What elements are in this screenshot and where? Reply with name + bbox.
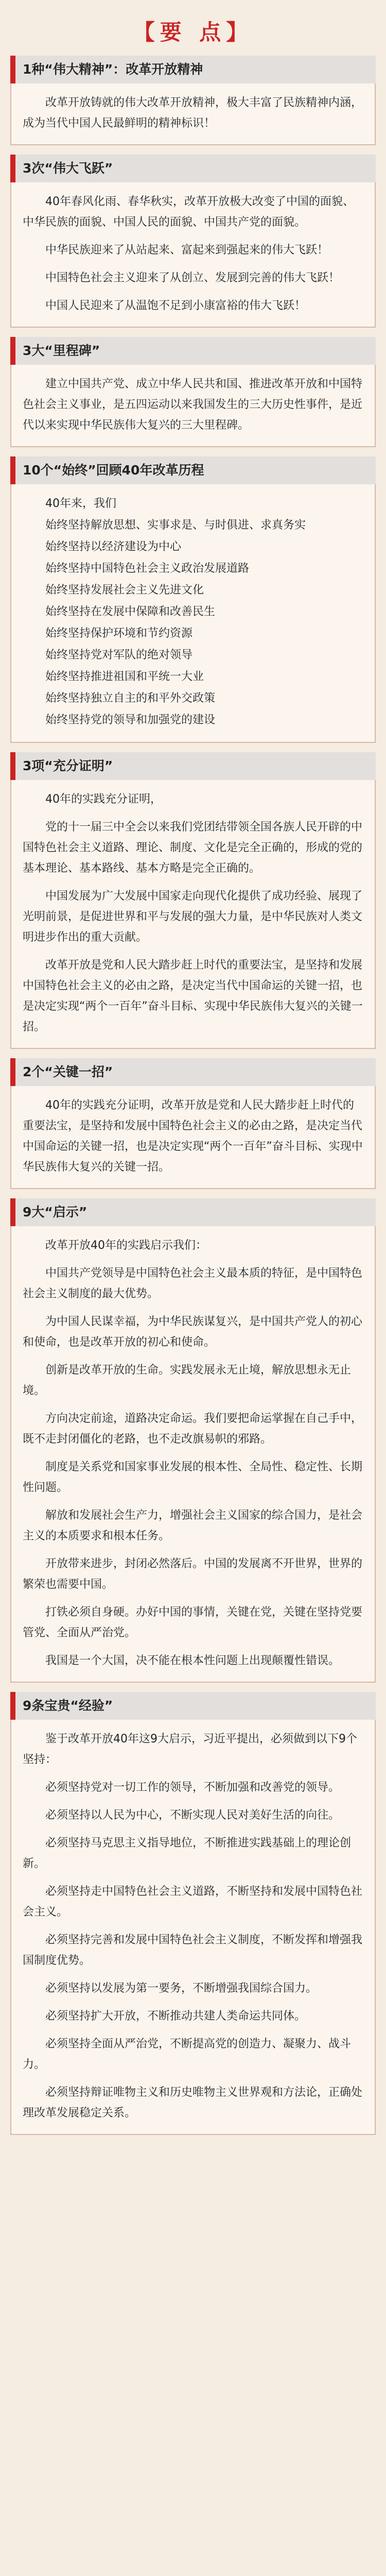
paragraph: 我国是一个大国，决不能在根本性问题上出现颠覆性错误。 (45, 1654, 340, 1667)
paragraph: 中国共产党领导是中国特色社会主义最本质的特征，是中国特色社会主义制度的最大优势。 (23, 1267, 363, 1300)
list-item: 始终坚持党的领导和加强党的建设 (45, 714, 216, 726)
list-item: 始终坚持发展社会主义先进文化 (45, 584, 204, 597)
paragraph: 改革开放40年的实践启示我们： (45, 1239, 207, 1252)
paragraph: 解放和发展社会生产力，增强社会主义国家的综合国力，是社会主义的本质要求和根本任务。 (23, 1509, 363, 1543)
paragraph: 必须坚持扩大开放，不断推动共建人类命运共同体。 (45, 2010, 306, 2023)
paragraph: 方向决定前途，道路决定命运。我们要把命运掌握在自己手中，既不走封闭僵化的老路，也不走改旗易帜的邪路。 (23, 1412, 363, 1446)
section-heading: 9大“启示” (10, 1198, 376, 1226)
section-heading: 1种“伟大精神”：改革开放精神 (10, 56, 376, 83)
paragraph: 改革开放是党和人民大踏步赶上时代的重要法宝，是坚持和发展中国特色社会主义的必由之路，是决定当代中国命运的关键一招，也是决定实现“两个一百年”奋斗目标、实现中华民族伟大复兴的关键一招。 (23, 959, 363, 1033)
paragraph: 必须坚持走中国特色社会主义道路，不断坚持和发展中国特色社会主义。 (23, 1885, 363, 1919)
section-body (10, 780, 376, 1049)
section-body (10, 484, 376, 743)
section-heading: 2个“关键一招” (10, 1058, 376, 1086)
section-heading: 9条宝贵“经验” (10, 1692, 376, 1720)
paragraph: 党的十一届三中全会以来我们党团结带领全国各族人民开辟的中国特色社会主义道路、理论、制度、文化是完全正确的，形成的党的基本理论、基本路线、基本方略是完全正确的。 (23, 821, 363, 875)
paragraph: 创新是改革开放的生命。实践发展永无止境，解放思想永无止境。 (23, 1364, 352, 1397)
section-heading: 3大“里程碑” (10, 337, 376, 365)
list-item: 始终坚持在发展中保障和改善民生 (45, 605, 216, 618)
section-body (10, 1720, 376, 2135)
paragraph: 制度是关系党和国家事业发展的根本性、全局性、稳定性、长期性问题。 (23, 1461, 363, 1494)
section-body (10, 1226, 376, 1683)
paragraph: 改革开放铸就的伟大改革开放精神，极大丰富了民族精神内涵，成为当代中国人民最鲜明的精神标识！ (23, 96, 363, 130)
paragraph: 中国发展为广大发展中国家走向现代化提供了成功经验、展现了光明前景，是促进世界和平与发展的强大力量，是中华民族对人类文明进步作出的重大贡献。 (23, 890, 363, 944)
paragraph: 40年的实践充分证明，改革开放是党和人民大踏步赶上时代的重要法宝，是坚持和发展中国特色社会主义的必由之路，是决定当代中国命运的关键一招，也是决定实现“两个一百年”奋斗目标、实现中华民族伟大复兴的关键一招。 (23, 1099, 363, 1174)
list-item: 始终坚持党对军队的绝对领导 (45, 649, 193, 662)
section-heading: 3项“充分证明” (10, 752, 376, 780)
paragraph: 打铁必须自身硬。办好中国的事情，关键在党，关键在坚持党要管党、全面从严治党。 (23, 1606, 363, 1639)
list-item: 始终坚持推进祖国和平统一大业 (45, 670, 204, 683)
list-item: 始终坚持中国特色社会主义政治发展道路 (45, 562, 250, 575)
paragraph: 必须坚持以人民为中心，不断实现人民对美好生活的向往。 (45, 1809, 340, 1822)
section-body (10, 182, 376, 328)
paragraph: 中国人民迎来了从温饱不足到小康富裕的伟大飞跃！ (45, 299, 306, 312)
section-heading: 10个“始终”回顾40年改革历程 (10, 456, 376, 484)
paragraph: 中国特色社会主义迎来了从创立、发展到完善的伟大飞跃！ (45, 272, 340, 284)
section-spirit (10, 56, 376, 145)
paragraph: 必须坚持以发展为第一要务，不断增强我国综合国力。 (45, 1982, 318, 1995)
section-body (10, 365, 376, 447)
section-heading: 3次“伟大飞跃” (10, 155, 376, 182)
paragraph: 中华民族迎来了从站起来、富起来到强起来的伟大飞跃！ (45, 244, 329, 257)
paragraph: 必须坚持全面从严治党，不断提高党的创造力、凝聚力、战斗力。 (23, 2038, 352, 2071)
section-proofs (10, 752, 376, 1049)
section-key-moves (10, 1058, 376, 1189)
section-body (10, 1086, 376, 1189)
section-always (10, 456, 376, 743)
paragraph: 40年春风化雨、春华秋实，改革开放极大改变了中国的面貌、中华民族的面貌、中国人民的面貌、中国共产党的面貌。 (23, 195, 354, 229)
paragraph: 必须坚持马克思主义指导地位，不断推进实践基础上的理论创新。 (23, 1837, 352, 1870)
list-item: 始终坚持解放思想、实事求是、与时俱进、求真务实 (45, 519, 306, 532)
list-item: 始终坚持保护环境和节约资源 (45, 627, 193, 640)
section-experience (10, 1692, 376, 2135)
paragraph: 必须坚持辩证唯物主义和历史唯物主义世界观和方法论，正确处理改革发展稳定关系。 (23, 2086, 363, 2120)
section-milestones (10, 337, 376, 447)
list-item: 始终坚持以经济建设为中心 (45, 540, 182, 553)
page-title: 【要 点】 (133, 20, 253, 45)
paragraph: 建立中国共产党、成立中华人民共和国、推进改革开放和中国特色社会主义事业，是五四运动以来我国发生的三大历史性事件，是近代以来实现中华民族伟大复兴的三大里程碑。 (23, 378, 363, 432)
paragraph: 鉴于改革开放40年这9大启示，习近平提出，必须做到以下9个坚持： (23, 1733, 357, 1766)
list-item: 40年来，我们 (45, 497, 116, 510)
paragraph: 40年的实践充分证明， (45, 793, 162, 806)
section-body (10, 83, 376, 145)
section-leaps (10, 155, 376, 328)
paragraph: 开放带来进步，封闭必然落后。中国的发展离不开世界，世界的繁荣也需要中国。 (23, 1557, 363, 1591)
list-item: 始终坚持独立自主的和平外交政策 (45, 692, 216, 705)
section-insights (10, 1198, 376, 1683)
paragraph: 为中国人民谋幸福，为中华民族谋复兴，是中国共产党人的初心和使命，也是改革开放的初心和使命。 (23, 1315, 363, 1349)
paragraph: 必须坚持完善和发展中国特色社会主义制度，不断发挥和增强我国制度优势。 (23, 1934, 363, 1967)
paragraph: 必须坚持党对一切工作的领导，不断加强和改善党的领导。 (45, 1781, 340, 1794)
